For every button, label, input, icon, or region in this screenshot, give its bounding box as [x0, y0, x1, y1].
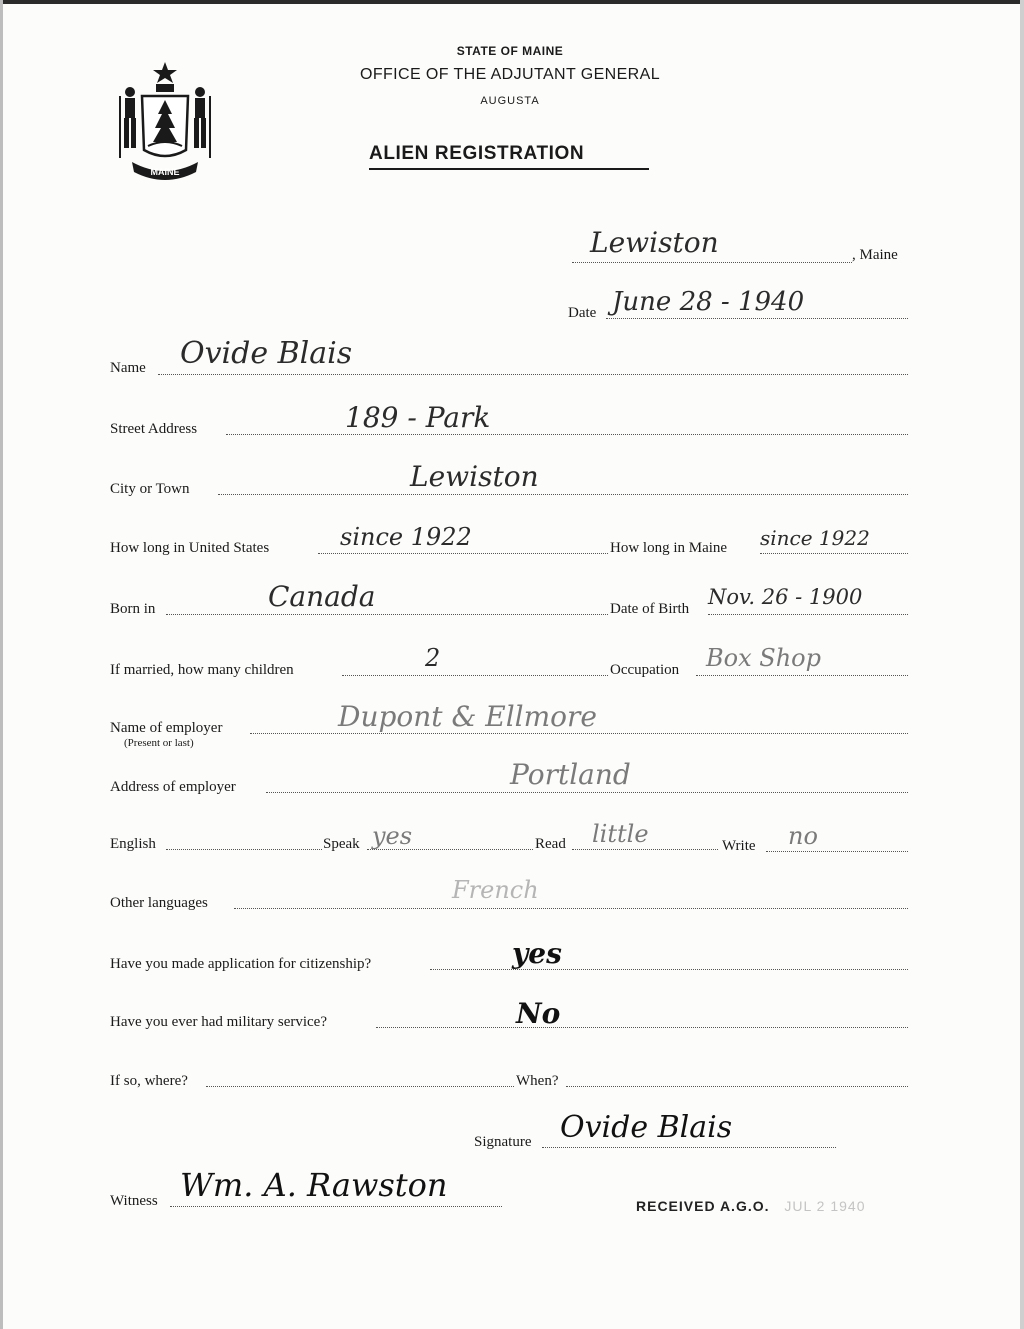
street-address-value: 189 - Park — [345, 401, 491, 434]
other-languages-label: Other languages — [110, 895, 208, 911]
location-line — [572, 262, 852, 263]
how-long-us-label: How long in United States — [110, 540, 270, 556]
occupation-line — [696, 675, 908, 676]
employer-address-value: Portland — [510, 758, 631, 791]
state-heading: STATE OF MAINE — [456, 44, 564, 58]
seal-banner-text: MAINE — [150, 167, 180, 177]
name-value: Ovide Blais — [180, 336, 353, 371]
signature-label: Signature — [474, 1134, 532, 1150]
location-value: Lewiston — [590, 226, 719, 259]
name-line — [158, 374, 908, 375]
occupation-value: Box Shop — [706, 644, 821, 672]
other-languages-line — [234, 908, 908, 909]
citizenship-line — [430, 969, 908, 970]
received-stamp — [636, 1198, 866, 1214]
employer-address-label: Address of employer — [110, 779, 236, 795]
born-in-value: Canada — [268, 580, 376, 613]
city-value: Lewiston — [410, 460, 539, 493]
speak-label: Speak — [323, 836, 360, 852]
military-value: No — [516, 997, 561, 1030]
witness-value: Wm. A. Rawston — [180, 1166, 448, 1204]
name-label: Name — [110, 360, 146, 376]
children-line — [342, 675, 608, 676]
state-seal-icon — [110, 58, 220, 183]
read-value: little — [592, 820, 649, 848]
city-line — [218, 494, 908, 495]
how-long-us-value: since 1922 — [340, 523, 472, 551]
read-label: Read — [535, 836, 566, 852]
english-label: English — [110, 836, 156, 852]
city-heading: AUGUSTA — [480, 95, 540, 107]
date-label: Date — [568, 305, 597, 321]
employer-address-line — [266, 792, 908, 793]
how-long-maine-line — [760, 553, 908, 554]
how-long-maine-label: How long in Maine — [610, 540, 728, 556]
date-of-birth-label: Date of Birth — [610, 601, 690, 617]
office-heading: OFFICE OF THE ADJUTANT GENERAL — [359, 66, 661, 83]
how-long-us-line — [318, 553, 608, 554]
when-label: When? — [516, 1073, 559, 1089]
born-in-line — [166, 614, 608, 615]
location-suffix: , Maine — [852, 247, 898, 263]
citizenship-label: Have you made application for citizenship? — [110, 956, 372, 972]
employer-line — [250, 733, 908, 734]
military-label: Have you ever had military service? — [110, 1014, 327, 1030]
date-of-birth-line — [708, 614, 908, 615]
employer-label: Name of employer — [110, 720, 223, 736]
when-line — [566, 1086, 908, 1087]
date-line — [606, 318, 908, 319]
received-stamp-label: RECEIVED A.G.O. — [636, 1198, 770, 1214]
write-label: Write — [722, 838, 756, 854]
military-line — [376, 1027, 908, 1028]
signature-line — [542, 1147, 836, 1148]
street-address-line — [226, 434, 908, 435]
scan-edge-right — [1020, 0, 1024, 1329]
citizenship-value: yes — [512, 937, 562, 970]
where-line — [206, 1086, 514, 1087]
scan-edge-left — [0, 0, 3, 1329]
how-long-maine-value: since 1922 — [760, 526, 870, 550]
date-of-birth-value: Nov. 26 - 1900 — [708, 585, 863, 609]
received-stamp-date: JUL 2 1940 — [784, 1198, 866, 1214]
english-line — [166, 849, 322, 850]
title-underline — [369, 168, 649, 170]
children-label: If married, how many children — [110, 662, 294, 678]
signature-value: Ovide Blais — [560, 1110, 733, 1145]
other-languages-value: French — [452, 876, 539, 904]
city-label: City or Town — [110, 481, 190, 497]
street-address-label: Street Address — [110, 421, 198, 437]
occupation-label: Occupation — [610, 662, 680, 678]
speak-value: yes — [372, 822, 413, 850]
employer-value: Dupont & Ellmore — [338, 700, 597, 733]
scan-edge-top — [0, 0, 1024, 4]
where-label: If so, where? — [110, 1073, 188, 1089]
write-value: no — [788, 822, 818, 850]
witness-label: Witness — [110, 1193, 158, 1209]
write-line — [766, 851, 908, 852]
read-line — [572, 849, 718, 850]
witness-line — [170, 1206, 502, 1207]
employer-sublabel: (Present or last) — [124, 737, 194, 749]
children-value: 2 — [425, 644, 441, 672]
page-title: ALIEN REGISTRATION — [369, 143, 585, 164]
born-in-label: Born in — [110, 601, 156, 617]
date-value: June 28 - 1940 — [612, 287, 805, 317]
